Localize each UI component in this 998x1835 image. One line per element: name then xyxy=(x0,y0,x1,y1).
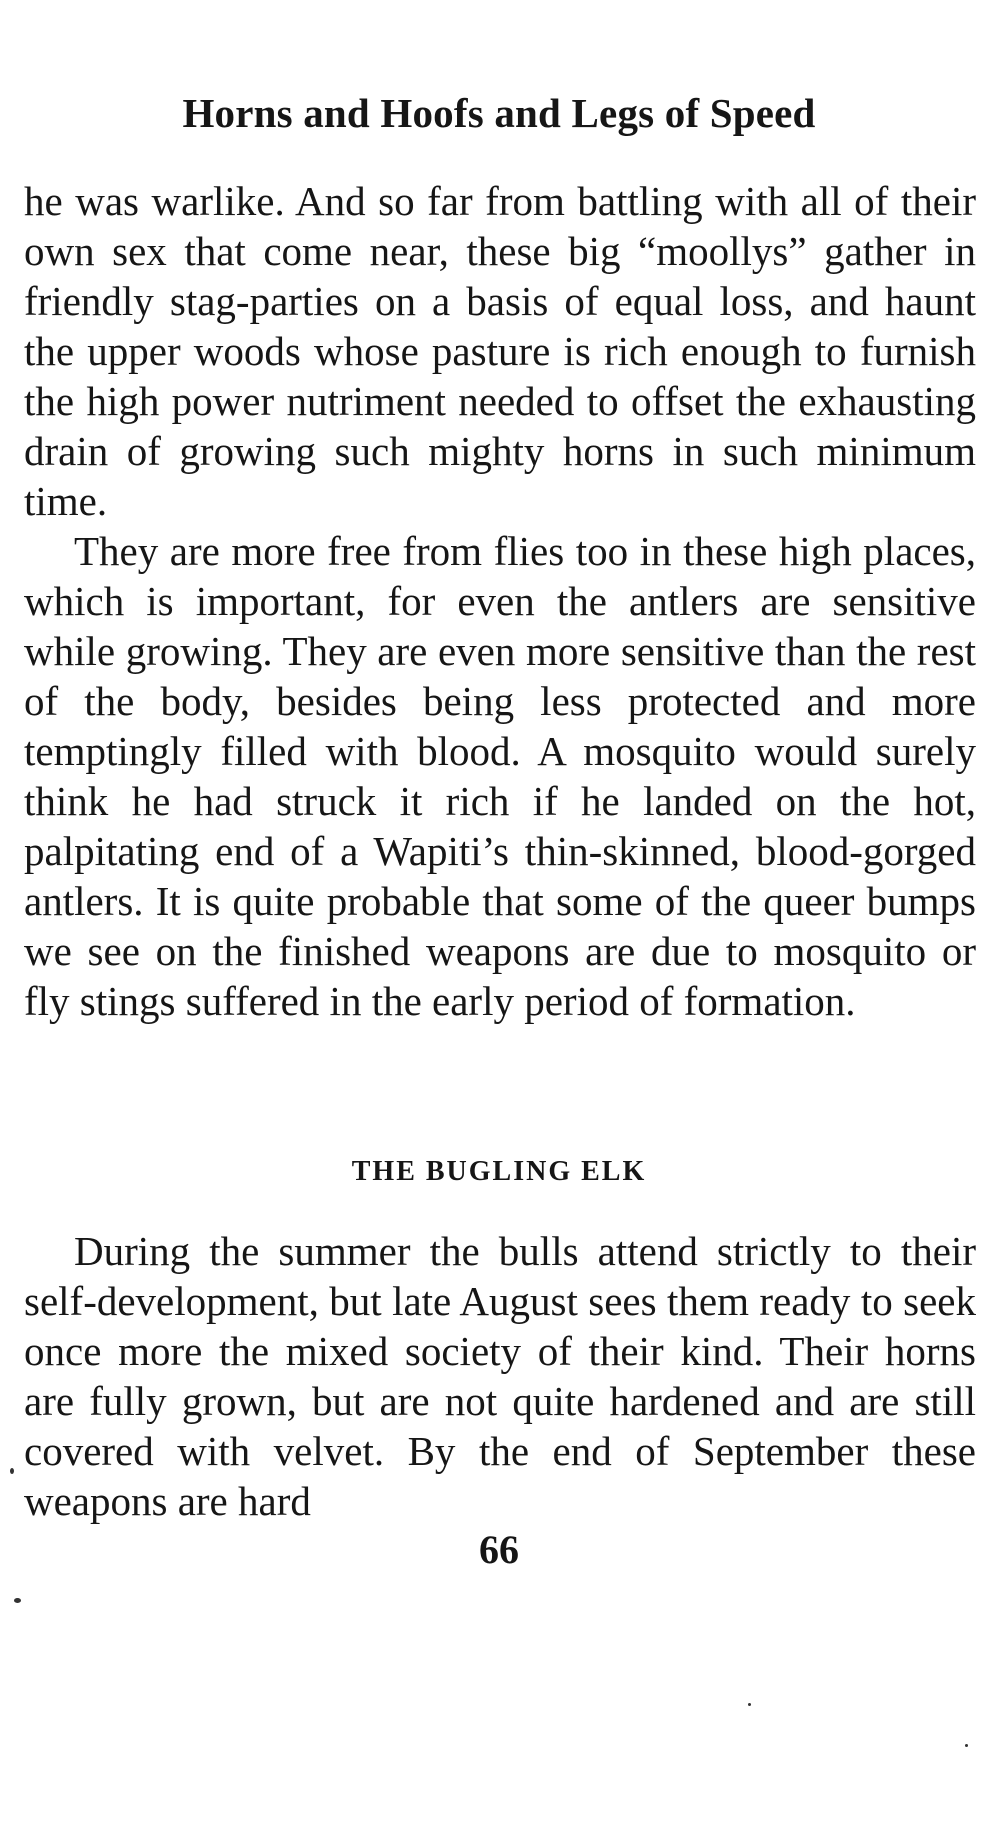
print-speck xyxy=(14,1598,21,1603)
paragraph-2: They are more free from flies too in these high places, which is important, for even the antlers are sensitive while growing. They are even more sensitive than the rest of the body, besides being less protected and more temptingly filled with blood. A mosquito would surely think he had struck it rich if he landed on the hot, palpitating end of a Wapiti’s thin-skinned, blood-gorged antlers. It is quite probable that some of the queer bumps we see on the finished weapons are due to mosquito or fly stings suffered in the early period of formation. xyxy=(24,528,976,1024)
paragraph-1: he was warlike. And so far from battling with all of their own sex that come near, these big “moollys” gather in friendly stag-parties on a basis of equal loss, and haunt the upper woods whose pasture is rich enough to furnish the high power nutriment needed to offset the exhausting drain of growing such mighty horns in such minimum time. xyxy=(24,178,976,524)
print-speck xyxy=(748,1703,751,1706)
paragraph-3: During the summer the bulls attend strictly to their self-development, but late August sees them ready to seek once more the mixed society of their kind. Their horns are fully grown, but are not quite hardened and are still covered with velvet. By the end of September these weapons are hard xyxy=(24,1228,976,1524)
running-head: Horns and Hoofs and Legs of Speed xyxy=(182,90,816,136)
print-speck xyxy=(10,1468,14,1474)
section-heading: THE BUGLING ELK xyxy=(351,1156,647,1187)
print-speck xyxy=(965,1744,968,1747)
page-number: 66 xyxy=(479,1527,519,1572)
